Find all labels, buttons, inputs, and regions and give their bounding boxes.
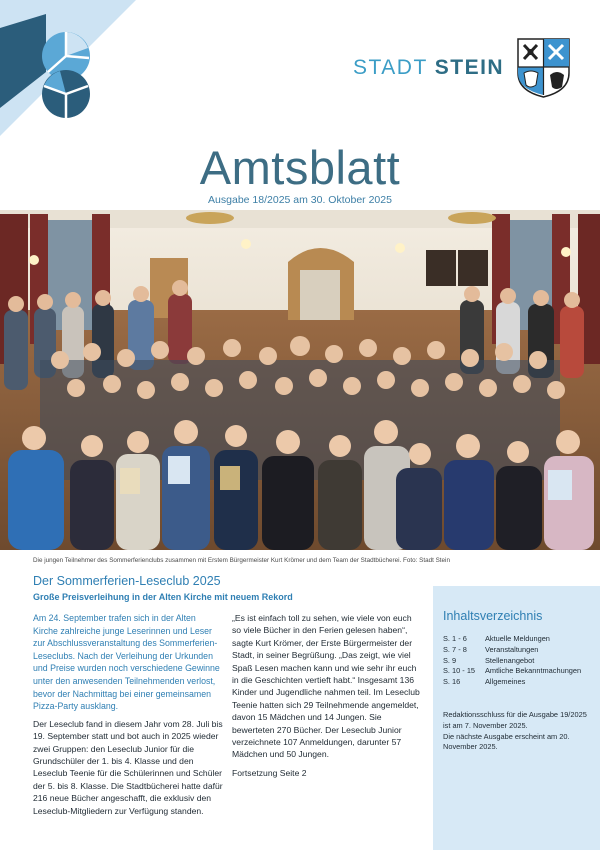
group-photo [0,210,600,550]
coat-of-arms-icon [516,37,571,99]
city-wordmark [353,56,504,80]
article-paragraph: „Es ist einfach toll zu sehen, wie viele von euch so viele Bücher in den Ferien gelesen haben“, sagte Kurt Krömer, der Erste Bürgermeister der Stadt, in seiner Begrüßung. „Das zeigt, wie viel Spaß Lesen machen kann und wie sehr ihr euch in die Geschichten vertieft habt.“ Insgesamt 136 Kinder und Jugendliche nahmen teil. Im Leseclub Teenie hatten sich 29 Teilnehmende angemeldet, davon 15 Mädchen und 14 Jungen. Sie bewerteten 270 Bücher. Der Leseclub Junior verzeichnete 107 Anmeldungen, darunter 57 Mädchen und 50 Jungen. [232,613,420,760]
toc-list [443,634,598,688]
toc-item[interactable] [443,656,598,667]
city-name: STEIN [434,56,505,79]
toc-label: Veranstaltungen [485,644,539,654]
toc-label: Allgemeines [485,677,526,687]
toc-label: Stellenangebot [485,655,535,665]
toc-pages: S. 1 - 6 [443,634,467,643]
toc-pages: S. 10 - 15 [443,666,476,676]
deadline-text: Redaktionsschluss für die Ausgabe 19/2025 ist am 7. November 2025. [443,710,587,730]
group-photo-illustration [0,210,600,550]
continued-note: Fortsetzung Seite 2 [232,767,307,778]
toc-item[interactable] [443,666,598,677]
toc-label: Amtliche Bekanntmachungen [485,666,582,676]
toc-label: Aktuelle Meldungen [485,634,550,643]
toc-pages: S. 7 - 8 [443,644,467,654]
article-column-middle [232,612,422,784]
issue-date: Ausgabe 18/2025 am 30. Oktober 2025 [208,194,392,206]
city-prefix: STADT [353,56,428,79]
article-lead: Am 24. September trafen sich in der Alten Kirche zahlreiche junge Leserinnen und Leser zur Abschlussveranstaltung des Sommerferien-Leseclubs. Nach der Verleihung der Urkunden und Preise wurden noch verschiedene Gewinne unter den anwesenden Teilnehmenden verlost, bevor der Nachmittag bei einer gemeinsamen Pizza-Party ausklang. [33,613,220,712]
masthead-title: Amtsblatt [199,141,401,194]
toc-item[interactable] [443,634,598,645]
deadline-note [443,710,593,753]
article-paragraph: Der Leseclub fand in diesem Jahr vom 28. Juli bis 19. September statt und bot auch in 2025 wieder zwei Gruppen: den Leseclub Junior für die Grundschüler der 1. bis 4. Klasse und den Leseclub Teenie für die Schülerinnen und Schüler der 5. bis 8. Klasse. Die Stadtbücherei hatte dafür 216 neue Bücher angeschafft, die exklusiv den Leseclub-Mitgliedern zur Verfügung standen. [33,718,223,816]
article-subtitle: Große Preisverleihung in der Alten Kirche mit neuem Rekord [33,592,293,602]
article-title: Der Sommerferien-Leseclub 2025 [33,574,221,588]
next-issue-text: Die nächste Ausgabe erscheint am 20. November 2025. [443,731,570,752]
toc-item[interactable] [443,677,598,688]
toc-pages: S. 9 [443,655,457,665]
stein-logo-icon [0,14,100,124]
toc-pages: S. 16 [443,677,461,687]
article-column-left [33,612,223,822]
toc-item[interactable] [443,645,598,656]
toc-title: Inhaltsverzeichnis [443,609,543,623]
photo-caption: Die jungen Teilnehmer des Sommerferienclubs zusammen mit Erstem Bürgermeister Kurt Krömer und dem Team der Stadtbücherei. Foto: Stadt Stein [33,557,450,564]
